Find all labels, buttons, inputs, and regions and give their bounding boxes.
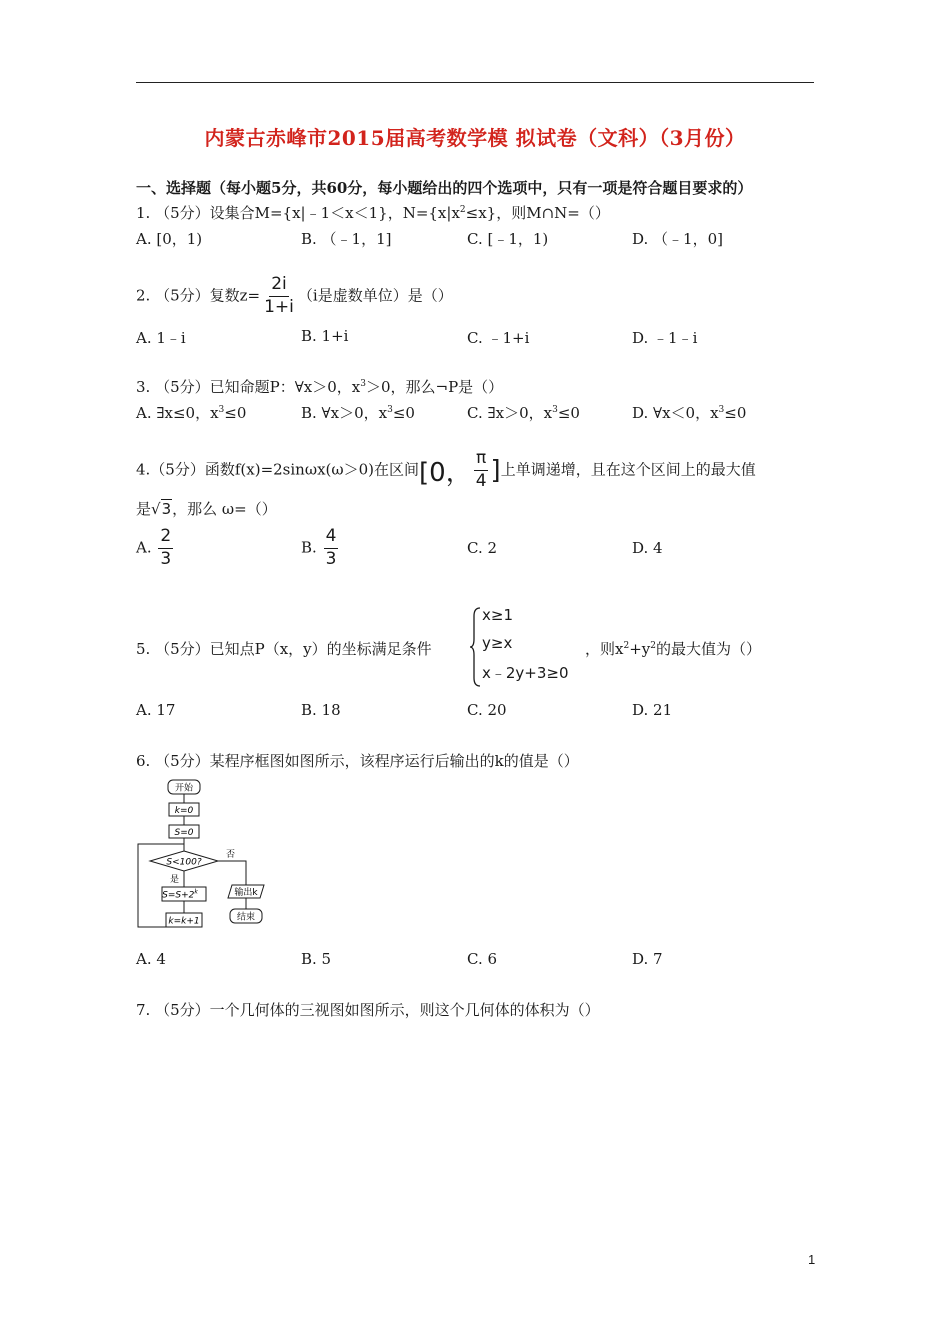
question-5-conditions [470, 606, 580, 688]
question-5-tail-end: 的最大值为（） [655, 640, 761, 658]
section-heading: 一、选择题（每小题5分，共60分，每小题给出的四个选项中，只有一项是符合题目要求的） [136, 179, 753, 197]
flow-no-label: 否 [226, 850, 236, 860]
question-3-stem-pre: 3. （5分）已知命题P：∀x＞0，x [136, 378, 361, 396]
flow-start-text: 开始 [174, 783, 194, 794]
question-1 [136, 202, 610, 223]
flow-output-text: 输出k [234, 888, 258, 898]
question-4-frac-num: π [474, 450, 488, 471]
question-2-option-b: B. 1+i [301, 327, 349, 345]
page-title: 内蒙古赤峰市2015届高考数学模 拟试卷（文科）（3月份） [204, 126, 746, 150]
flow-no-line [218, 861, 246, 885]
question-5-condition-1: x≥1 [482, 606, 513, 624]
question-1-sup: 2 [459, 205, 466, 215]
flow-s0-text: S=0 [174, 828, 194, 838]
question-6-option-a: A. 4 [136, 950, 166, 968]
question-4-option-a-label: A. [136, 538, 152, 557]
question-5-option-b: B. 18 [301, 701, 341, 719]
flow-update-s-sup: k [194, 888, 198, 896]
question-4-interval-right: ] [490, 455, 501, 486]
question-4-option-d: D. 4 [632, 539, 663, 557]
question-2-option-d: D. ﹣1﹣i [632, 329, 698, 347]
question-5-option-d: D. 21 [632, 701, 673, 719]
question-4-fraction [474, 450, 489, 491]
question-3-option-b-sup: 3 [387, 405, 393, 415]
flow-update-k-text: k=k+1 [168, 916, 200, 927]
question-3-option-c-post: ≤0 [557, 404, 580, 422]
question-2-stem-pre: 2. （5分）复数z= [136, 286, 261, 305]
question-2-stem-post: （i是虚数单位）是（） [297, 286, 453, 305]
question-6-stem: 6. （5分）某程序框图如图所示，该程序运行后输出的k的值是（） [136, 752, 579, 770]
question-4-option-c: C. 2 [467, 539, 498, 557]
question-5-option-a: A. 17 [136, 701, 176, 719]
flow-update-s-main: S=S+2 [162, 890, 195, 901]
question-1-stem-tail: ≤x}，则M∩N=（） [465, 204, 610, 222]
flow-update-s-text [162, 889, 198, 901]
page-number: 1 [808, 1252, 816, 1267]
question-4 [136, 450, 756, 491]
question-4-option-b-num: 4 [324, 528, 339, 549]
question-3-option-a-post: ≤0 [224, 404, 247, 422]
question-2-frac-den: 1+i [264, 296, 294, 317]
question-3-sup: 3 [360, 379, 366, 389]
question-5-condition-3: x﹣2y+3≥0 [482, 664, 569, 682]
question-4-option-a-fraction [158, 528, 173, 569]
question-3-option-c [467, 402, 580, 423]
question-5-tail-mid: +y [629, 640, 651, 658]
flow-decision-text: S<100? [166, 857, 202, 868]
question-3-option-a-sup: 3 [218, 405, 225, 415]
question-4-stem-post: 上单调递增，且在这个区间上的最大值 [500, 460, 756, 479]
question-3-option-a [136, 402, 246, 423]
question-4-option-b-fraction [324, 528, 339, 569]
question-3-option-b [301, 402, 415, 423]
question-2-fraction [262, 276, 296, 317]
question-1-option-b: B. （﹣1，1] [301, 230, 392, 248]
question-6-option-d: D. 7 [632, 950, 663, 968]
question-3-option-d-sup: 3 [718, 405, 725, 415]
question-4-frac-den: 4 [475, 470, 487, 491]
header-rule [136, 82, 814, 83]
question-4-interval-left: [0， [419, 457, 472, 488]
question-4-option-b [301, 528, 340, 569]
question-4-option-b-den: 3 [325, 548, 337, 569]
question-4-stem-pre: 4.（5分）函数f(x)=2sinωx(ω＞0)在区间 [136, 460, 420, 479]
question-4-line-2 [136, 498, 277, 519]
question-2 [136, 276, 453, 317]
question-3-option-b-pre: B. ∀x＞0，x [301, 404, 388, 422]
question-4-sqrt: √3 [151, 500, 172, 518]
question-3-option-d-pre: D. ∀x＜0，x [632, 404, 719, 422]
question-1-option-a: A. [0，1) [136, 230, 203, 248]
question-7-stem: 7. （5分）一个几何体的三视图如图所示，则这个几何体的体积为（） [136, 1001, 600, 1019]
question-5-sup-1: 2 [623, 641, 630, 651]
question-1-stem: 1. （5分）设集合M={x|﹣1＜x＜1}，N={x|x [136, 204, 460, 222]
question-3-option-d-post: ≤0 [724, 404, 747, 422]
question-1-option-c: C. [﹣1，1) [467, 230, 549, 248]
question-5-sup-2: 2 [650, 641, 656, 651]
question-4-option-b-label: B. [301, 538, 317, 557]
question-5-tail-pre: ，则x [585, 640, 624, 658]
question-6-option-b: B. 5 [301, 950, 332, 968]
flow-yes-label: 是 [170, 875, 180, 885]
question-3-option-c-pre: C. ∃x＞0，x [467, 404, 553, 422]
question-2-option-c: C. ﹣1+i [467, 329, 530, 347]
flowchart [136, 778, 286, 944]
question-3-option-b-post: ≤0 [392, 404, 415, 422]
question-3 [136, 376, 503, 397]
question-4-option-a [136, 528, 175, 569]
question-4-line2-pre: 是 [136, 500, 152, 518]
question-5-condition-2: y≥x [482, 634, 513, 652]
question-5-option-c: C. 20 [467, 701, 507, 719]
question-3-stem-post: ＞0，那么¬P是（） [365, 378, 504, 396]
flow-k0-text: k=0 [174, 806, 194, 816]
question-5-stem: 5. （5分）已知点P（x，y）的坐标满足条件 [136, 640, 432, 658]
question-4-sqrt-value: 3 [161, 500, 172, 518]
question-3-option-c-sup: 3 [552, 405, 558, 415]
flow-loop-line [138, 844, 184, 927]
question-1-option-d: D. （﹣1，0] [632, 230, 723, 248]
question-4-option-a-num: 2 [158, 528, 173, 549]
question-6-option-c: C. 6 [467, 950, 498, 968]
brace-icon [470, 606, 482, 688]
flow-end-text: 结束 [236, 912, 256, 923]
question-4-option-a-den: 3 [160, 548, 172, 569]
question-2-frac-num: 2i [269, 276, 289, 297]
question-5-tail [585, 638, 761, 659]
question-2-option-a: A. 1﹣i [136, 329, 186, 347]
question-3-option-a-pre: A. ∃x≤0，x [136, 404, 219, 422]
question-3-option-d [632, 402, 746, 423]
question-4-line2-post: ，那么 ω=（） [172, 500, 277, 518]
